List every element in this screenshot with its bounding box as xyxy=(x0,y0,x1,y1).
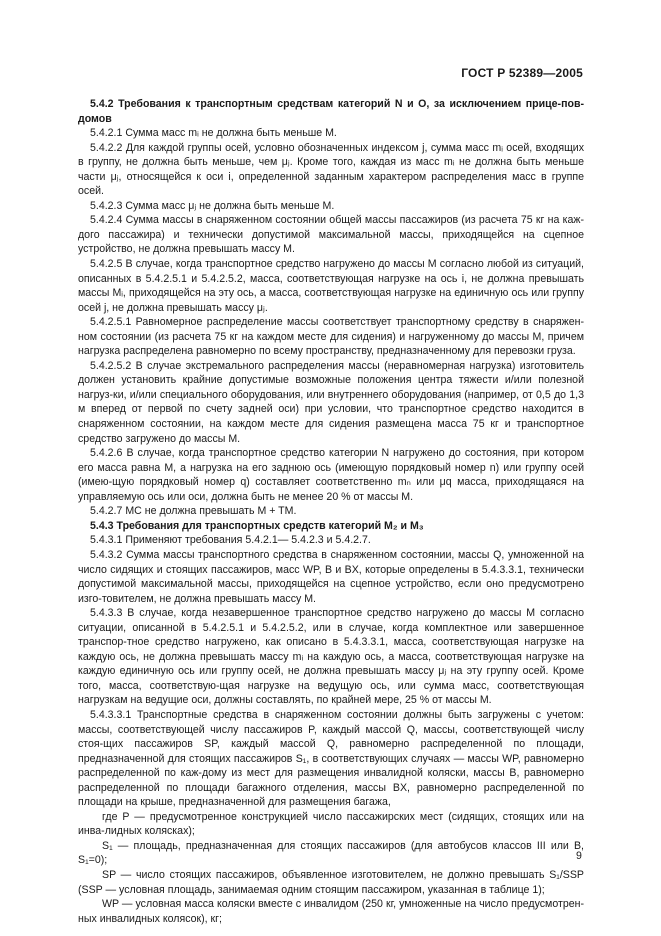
paragraph: 5.4.2.2 Для каждой группы осей, условно обозначенных индексом j, сумма масс mᵢ осей, входящих в группу, не должна быть меньше, чем μⱼ. Кроме того, каждая из масс mᵢ не должна быть меньше части μⱼ, относящейся к оси i, определенной заданным характером распределения масс в группе осей. xyxy=(78,141,584,198)
paragraph: WP — условная масса коляски вместе с инвалидом (250 кг, умноженные на число предусмотрен-ных инвалидных колясок), кг; xyxy=(78,898,584,925)
section-heading: 5.4.2 Требования к транспортным средствам категорий N и O, за исключением прице-пов-домов xyxy=(78,98,584,125)
document-body xyxy=(78,97,584,926)
paragraph: 5.4.2.4 Сумма массы в снаряженном состоянии общей массы пассажиров (из расчета 75 кг на каж-дого пассажира) и технически допустимой максимальной массы, приходящейся на сцепное устройство, не должна превышать массу M. xyxy=(78,214,584,256)
paragraph: 5.4.2.6 В случае, когда транспортное средство категории N нагружено до состояния, при котором его масса равна M, а нагрузка на его заднюю ось (имеющую порядковый номер n) или группу осей (имею-щую порядковый номер q) составляет соответственно mₙ или μq масса, приходящаяся на управляемую ось или оси, должна быть не менее 20 % от массы M. xyxy=(78,447,584,503)
paragraph: 5.4.2.5 В случае, когда транспортное средство нагружено до массы M согласно любой из ситуаций, описанных в 5.4.2.5.1 и 5.4.2.5.2, масса, соответствующая нагрузке на ось i, не должна превышать массы Mᵢ, приходящейся на эту ось, а масса, соответствующая нагрузке на единичную ось или группу осей j, не должна превышать массу μⱼ. xyxy=(78,258,584,314)
paragraph: 5.4.3.2 Сумма массы транспортного средства в снаряженном состоянии, массы Q, умноженной на число сидящих и стоящих пассажиров, масс WP, B и BX, которые определены в 5.4.3.3.1, технически допустимой максимальной массы, приходящейся на сцепное устройство, если оно предусмотрено изго-товителем, не должна превышать массу M. xyxy=(78,548,584,605)
paragraph: S₁ — площадь, предназначенная для стоящих пассажиров (для автобусов классов III или B, S₁=0); xyxy=(78,839,584,867)
section-heading: 5.4.3 Требования для транспортных средств категорий M₂ и M₃ xyxy=(90,519,424,532)
paragraph: 5.4.2.7 MC не должна превышать M + TM. xyxy=(90,505,297,518)
document-header: ГОСТ Р 52389—2005 xyxy=(461,66,583,80)
paragraph: где P — предусмотренное конструкцией число пассажирских мест (сидящих, стоящих или на инва-лидных колясках); xyxy=(78,810,584,838)
paragraph: 5.4.2.5.1 Равномерное распределение массы соответствует транспортному средству в снаряжен-ном состоянии (из расчета 75 кг на каждом месте для сидения) и нагруженному до массы M, причем нагрузка распределена равномерно по всему пространству, предназначенному для перевозки груза. xyxy=(78,316,584,358)
paragraph: 5.4.3.3.1 Транспортные средства в снаряженном состоянии должны быть загружены с учетом: массы, соответствующей числу пассажиров P, каждый массой Q, массы, соответствующей числу стоя-щих пассажиров SP, каждый массой Q, равномерно распределенной по площади, предназначенной для стоящих пассажиров S₁, в соответствующих случаях — массы WP, равномерно распределенной по каж-дому из мест для размещения инвалидной коляски, массы B, равномерно распределенной по площади багажного отделения, массы BX, равномерно распределенной по площади на крыше, предназначенной для размещения багажа, xyxy=(78,708,584,809)
paragraph: 5.4.2.3 Сумма масс μⱼ не должна быть меньше M. xyxy=(90,199,335,212)
paragraph: 5.4.3.1 Применяют требования 5.4.2.1— 5.4.2.3 и 5.4.2.7. xyxy=(90,534,371,547)
paragraph: 5.4.2.5.2 В случае экстремального распределения массы (неравномерная нагрузка) изготовитель должен установить крайние допустимые возможные положения центра тяжести и/или полезной нагруз-ки, и/или специального оборудования, или внутреннего оборудования (например, от 0,5 до 1,3 м вперед от первой по счету задней оси) при условии, что транспортное средство находится в снаряженном состоянии, на каждом месте для сидения размещена масса 75 кг и транспортное средство загружено до массы M. xyxy=(78,359,584,445)
page-number: 9 xyxy=(576,850,582,862)
paragraph: 5.4.3.3 В случае, когда незавершенное транспортное средство нагружено до массы M согласно ситуации, описанной в 5.4.2.5.1 и 5.4.2.5.2, или в случае, когда комплектное или завершенное транспор-тное средство нагружено, как описано в 5.4.3.3.1, масса, соответствующая нагрузке на каждую ось, не должна превышать массу mᵢ на каждую ось, а масса, соответствующая нагрузке на каждую единичную ось или группу осей, не должна превышать массу μⱼ на эту группу осей. Кроме того, масса, соответствую-щая нагрузке на ведущую ось, или сумма масс, соответствующая нагрузкам на ведущие оси, должны составлять, по крайней мере, 25 % от массы M. xyxy=(78,607,584,707)
paragraph: SP — число стоящих пассажиров, объявленное изготовителем, не должно превышать S₁/SSP (SSP — условная площадь, занимаемая одним стоящим пассажиром, указанная в таблице 1); xyxy=(78,868,584,896)
paragraph: 5.4.2.1 Сумма масс mᵢ не должна быть меньше M. xyxy=(90,127,337,140)
